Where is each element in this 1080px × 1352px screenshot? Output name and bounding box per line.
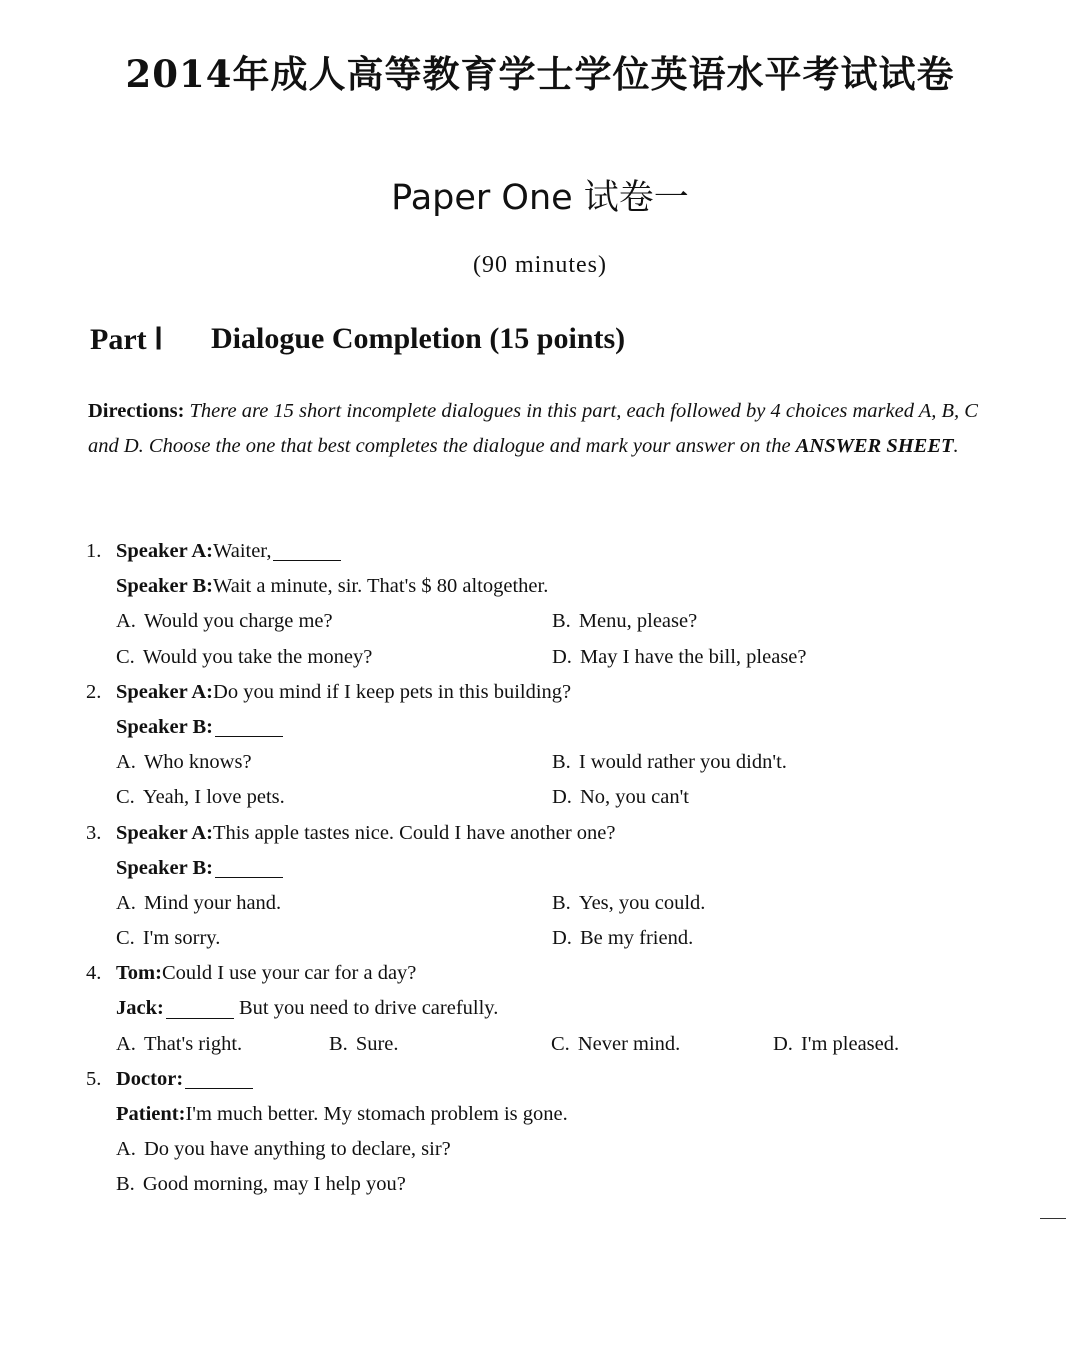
question-5	[86, 1062, 1006, 1203]
dialogue-text: I'm much better. My stomach problem is gone.	[185, 1103, 568, 1125]
answer-blank	[273, 542, 341, 561]
question-line	[86, 1097, 1006, 1132]
directions-label: Directions:	[88, 400, 185, 422]
answer-blank	[215, 859, 283, 878]
directions	[88, 394, 1006, 464]
exam-duration: (90 minutes)	[473, 252, 607, 278]
question-line	[86, 675, 1006, 710]
speaker-label: Speaker A:	[116, 680, 214, 703]
option-a: A. Do you have anything to declare, sir?	[116, 1138, 451, 1161]
option-c: C. Never mind.	[551, 1032, 681, 1055]
option-a: A. Who knows?	[116, 751, 252, 774]
option-d: D. I'm pleased.	[773, 1032, 900, 1055]
paper-title: Paper One 试卷一	[391, 178, 689, 218]
question-line	[86, 710, 1006, 745]
question-line	[86, 991, 1006, 1026]
part-heading	[90, 322, 625, 357]
option-row	[86, 604, 1006, 639]
question-line	[86, 816, 1006, 851]
question-line	[86, 851, 1006, 886]
directions-text: There are 15 short incomplete dialogues in this part, each followed by 4 choices marked A, B, C and D. Choose the one that best completes the dialogue and mark your answer on the	[88, 400, 978, 457]
answer-blank	[185, 1070, 253, 1089]
directions-end: .	[953, 435, 959, 457]
dialogue-text: This apple tastes nice. Could I have another one?	[213, 821, 616, 844]
question-number: 5.	[86, 1067, 102, 1090]
dialogue-text: But you need to drive carefully.	[233, 997, 499, 1020]
question-line	[86, 569, 1006, 604]
option-row	[86, 640, 1006, 675]
speaker-label: Speaker B:	[116, 715, 214, 738]
question-line	[86, 956, 1006, 991]
option-d: D. No, you can't	[552, 786, 689, 809]
dialogue-text: Wait a minute, sir. That's $ 80 altogether.	[213, 575, 549, 598]
speaker-label: Speaker B:	[116, 856, 214, 879]
option-d: D. Be my friend.	[552, 927, 694, 950]
option-row	[86, 1132, 1006, 1167]
option-row	[86, 886, 1006, 921]
exam-title: 2014年成人高等教育学士学位英语水平考试试卷	[125, 52, 955, 96]
option-c: C. Would you take the money?	[116, 645, 373, 668]
answer-blank	[166, 1000, 234, 1019]
option-a: A. Mind your hand.	[116, 891, 282, 914]
speaker-label: Tom:	[116, 962, 162, 985]
dialogue-text: Waiter,	[213, 540, 272, 562]
option-b: B. I would rather you didn't.	[552, 751, 787, 774]
option-row	[86, 921, 1006, 956]
question-3	[86, 816, 1006, 957]
question-list	[86, 534, 1006, 1203]
directions-answer-sheet: ANSWER SHEET	[795, 435, 954, 457]
part-name: Dialogue Completion (15 points)	[210, 322, 626, 355]
answer-blank	[215, 718, 283, 737]
option-a: A. Would you charge me?	[116, 610, 333, 633]
option-row	[86, 1027, 1006, 1062]
option-c: C. Yeah, I love pets.	[116, 786, 285, 809]
part-label: Part Ⅰ	[90, 323, 163, 356]
question-number: 4.	[86, 962, 102, 985]
question-line	[86, 534, 1006, 569]
speaker-label: Doctor:	[116, 1067, 184, 1090]
speaker-label: Patient:	[116, 1103, 186, 1125]
question-line	[86, 1062, 1006, 1097]
speaker-label: Speaker A:	[116, 821, 214, 844]
question-number: 3.	[86, 821, 102, 844]
question-number: 1.	[86, 540, 102, 562]
option-row	[86, 780, 1006, 815]
question-4	[86, 956, 1006, 1062]
option-d: D. May I have the bill, please?	[552, 645, 807, 668]
option-b: B. Yes, you could.	[552, 891, 706, 914]
option-b: B. Good morning, may I help you?	[116, 1173, 406, 1196]
option-a: A. That's right.	[116, 1032, 243, 1055]
question-1	[86, 534, 1006, 675]
option-row	[86, 1167, 1006, 1202]
option-b: B. Sure.	[329, 1032, 399, 1055]
question-2	[86, 675, 1006, 816]
dialogue-text: Could I use your car for a day?	[161, 962, 417, 985]
speaker-label: Jack:	[116, 997, 164, 1020]
question-number: 2.	[86, 680, 102, 703]
speaker-label: Speaker A:	[116, 540, 214, 562]
option-b: B. Menu, please?	[552, 610, 698, 633]
option-row	[86, 745, 1006, 780]
edge-mark	[1040, 1218, 1066, 1219]
dialogue-text: Do you mind if I keep pets in this building?	[213, 680, 572, 703]
speaker-label: Speaker B:	[116, 575, 214, 598]
option-c: C. I'm sorry.	[116, 927, 221, 950]
